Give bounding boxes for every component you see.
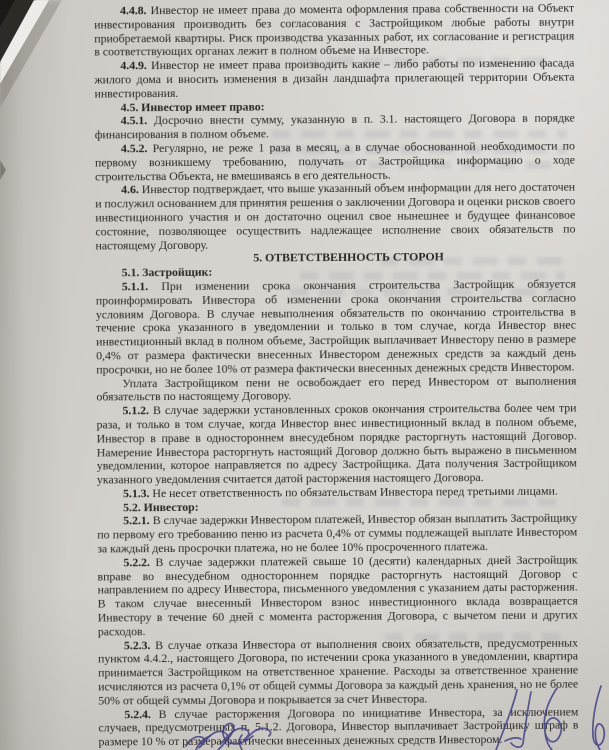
- clause-text: В случае расторжения Договора по инициативе Инвестора, за исключением случаев, предусмотренных п. 5.1.2. Договора, Инвестор выплачивает Застройщику штраф в размере 10 % от размера фактически внесенных денежных средств Инвестором.: [98, 704, 579, 749]
- heading-5-2: 5.2. Инвестор:: [123, 499, 199, 514]
- clause-number: 4.5.2.: [120, 141, 148, 156]
- clause-4-4-9: [94, 57, 574, 101]
- clause-5-2-4: [98, 705, 578, 749]
- clause-4-5-1: [95, 112, 575, 143]
- heading-4-5: 4.5. Инвестор имеет право:: [120, 99, 265, 114]
- clause-number: 5.2.1.: [123, 513, 150, 528]
- clause-number: 5.1.3.: [122, 486, 150, 501]
- clause-number: 5.2.2.: [123, 555, 150, 570]
- clause-number: 4.4.8.: [119, 3, 147, 18]
- clause-text: Регулярно, не реже 1 раза в месяц, а в случае обоснованной необходимости по первому возникшему требованию, получать от Застройщика информацию о ходе строительства Объекта, не вмешиваясь в его деятельность.: [94, 138, 576, 184]
- clause-number: 4.6.: [121, 182, 139, 197]
- section-heading-5: 5. ОТВЕТСТВЕННОСТЬ СТОРОН: [253, 249, 444, 265]
- clause-text: Инвестор подтверждает, что выше указанный объем информации для него достаточен и послужил основанием для принятия решения о заключении Договора и оценки рисков своего инвестиционного участия и он достаточно оценил свое нынешнее и будущее финансовое состояние, позволяющее осуществить надлежащее исполнение своих обязательств по настоящему Договору.: [95, 179, 576, 253]
- clause-5-1-2: [96, 402, 576, 488]
- clause-4-5-2: [95, 140, 575, 184]
- clause-5-2-3: [98, 636, 578, 708]
- clause-number: 5.2.3.: [123, 637, 151, 652]
- clause-number: 4.4.9.: [120, 58, 147, 73]
- clause-text: Инвестор не имеет права до момента оформления права собственности на Объект инвестирования производить без согласования с Застройщиком любые работы внутри приобретаемой квартиры. Риск производства указанных работ, их согласование и регистрация в соответствующих органах лежит в полном объеме на Инвесторе.: [94, 0, 575, 59]
- clause-text: В случае задержки установленных сроков окончания строительства более чем три раза, и только в том случае, когда Инвестор внес инвестиционный вклад в полном объеме, Инвестор в праве в одностороннем внесудебном порядке расторгнуть настоящий Договор. Намерение Инвестора расторгнуть настоящий Договор должно быть выражено в письменном уведомлении, которое направляется по адресу Застройщика. Дата получения Застройщиком указанного уведомления считается датой расторжения настоящего Договора.: [96, 400, 577, 487]
- clause-number: 5.2.4.: [124, 706, 151, 721]
- heading-5-1: 5.1. Застройщик:: [121, 264, 213, 280]
- clause-5-1-1-note: [96, 374, 576, 405]
- clause-5-1-3: [97, 484, 577, 501]
- clause-4-4-8: [94, 2, 574, 60]
- clause-5-2-2: [97, 553, 577, 639]
- clause-text: В случае задержки Инвестором платежей, Инвестор обязан выплатить Застройщику по первому его требованию пеню из расчета 0,4% от суммы подлежащей выплате Инвестором за каждый день просрочки платежа, но не более 10% просроченного платежа.: [97, 511, 578, 556]
- clause-number: 5.1.2.: [122, 403, 149, 418]
- clause-5-2-1: [97, 512, 577, 556]
- clause-text: Не несет ответственность по обязательствам Инвестора перед третьими лицами.: [152, 483, 558, 501]
- clause-4-6: [95, 181, 575, 253]
- clause-text: Инвестор не имеет права производить какие – либо работы по изменению фасада жилого дома и вносить изменения в дизайн ландшафта прилегающей территории Объекта инвестирования.: [94, 55, 575, 101]
- contract-text-block: [94, 2, 579, 750]
- paper-edge-notch: [0, 160, 6, 180]
- clause-text: Досрочно внести сумму, указанную в п. 3.1. настоящего Договора в порядке финансирования в полном объеме.: [94, 110, 575, 142]
- clause-number: 5.1.1.: [121, 279, 149, 294]
- clause-text: В случае отказа Инвестора от выполнения своих обязательств, предусмотренных пунктом 4.4.2., настоящего Договора, по истечении срока указанного в уведомлении, квартира принимается Застройщиком на ответственное хранение. Расходы за ответственное хранение исчисляются из расчета 0,1% от общей суммы Договора за каждый день хранения, но не более 50% от общей суммы Договора и покрывается за счет Инвестора.: [97, 635, 579, 708]
- clause-text: В случае задержки платежей свыше 10 (десяти) календарных дней Застройщик вправе во внесудебном одностороннем порядке расторгнуть настоящий Договор с направлением по адресу Инвестора, письменного уведомления с указанием даты расторжения. В таком случае внесенный Инвестором взнос инвестиционного вклада возвращается Инвестору в течение 60 дней с момента расторжения Договора, с вычетом пени и других расходов.: [97, 552, 578, 639]
- clause-number: 4.5.1.: [120, 113, 148, 128]
- clause-text: Уплата Застройщиком пени не освобождает его перед Инвестором от выполнения обязательств по настоящему Договору.: [96, 373, 577, 404]
- clause-5-1-1: [96, 277, 577, 377]
- clause-text: При изменении срока окончания строительства Застройщик обязуется проинформировать Инвестора об изменении срока окончания строительства согласно условиям Договора. В случае невыполнения обязательств по окончанию строительства в течение срока указанного в уведомлении и только в том случае, когда Инвестор внес инвестиционный вклад в полном объеме, Застройщик выплачивает Инвестору пеню в размере 0,4% от размера фактически внесенных Инвестором денежных средств за каждый день просрочки, но не более 10% от размера фактически внесенных денежных средств Инвестором.: [95, 276, 577, 377]
